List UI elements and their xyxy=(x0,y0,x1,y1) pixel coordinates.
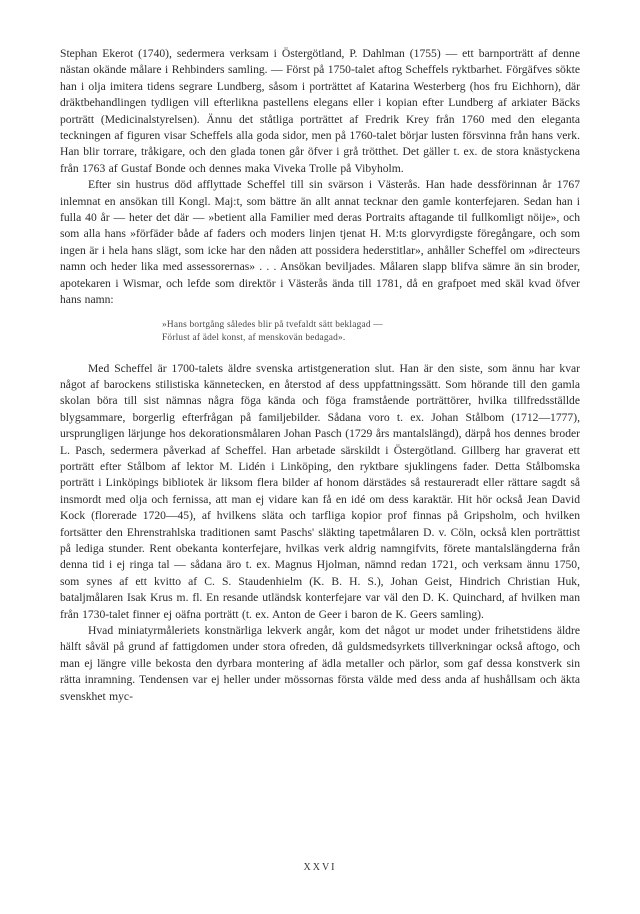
verse-quote xyxy=(162,319,580,345)
paragraph-4: Hvad miniatyrmåleriets konstnärliga lekverk angår, kom det något ur modet under frihetstidens äldre hälft såväl på grund af fattigdomen under stora ofreden, då guldsmedsyrkets tillverkningar också aftogo, och man ej längre ville bekosta den dyrbara montering af ädla metaller och pärlor, som gaf dessa konstverk sin rätta inramning. Tendensen var ej heller under mössornas första välde med dess anda af hushållsam och äkta svenskhet myc- xyxy=(60,624,580,703)
paragraph-2: Efter sin hustrus död afflyttade Scheffel till sin svärson i Västerås. Han hade dessförinnan år 1767 inlemnat en ansökan till Kongl. Maj:t, som bättre än allt annat tecknar den gamle konterfejaren. Sedan han i fulla 40 år — heter det där — »betient alla Familier med deras Portraits aftagande til fullkomligt nöije», och som alla hans »förfäder både af faders och moders linjen tjenat H. M:ts glorvyrdigste föregångare, och som ingen är i hela hans slägt, som icke har den nåden att possidera hederstitlar», anhåller Scheffel om »directeurs namn och heder lika med assessorernas» . . . Ansökan beviljades. Målaren slapp blifva sämre än sin broder, apotekaren i Wismar, och lefde som direktör i Västerås ända till 1781, då en grafpoet med skäl kvad öfver hans namn: xyxy=(60,178,580,307)
paragraph-3: Med Scheffel är 1700-talets äldre svenska artistgeneration slut. Han är den siste, som ännu har kvar något af barockens stilistiska kännetecken, en återstod af dess uppfattningssätt. Som hörande till den gamla skolan böra till sist nämnas några föga kända och föga framstående porträttörer, hvilka tillfredsställde blygsammare, borgerlig efterfrågan på familjebilder. Sådana voro t. ex. Johan Stålbom (1712—1777), ursprungligen lärjunge hos dekorationsmålaren Johan Pasch (1729 års mantalslängd), därpå hos dennes broder L. Pasch, sedermera påverkad af Scheffel. Han arbetade särskildt i Östergötland. Gillberg har graverat ett porträtt efter Stålbom af lektor M. Lidén i Linköping, den ryktbare sjuklingens fader. Detta Stålbomska porträtt i Linköpings bibliotek är liksom flera bilder af honom därstädes så restaureradt eller rättare sagdt så insmordt med olja och fernissa, att man ej vidare kan få en idé om dess karaktär. Hit hör också Jean David Kock (florerade 1720—45), af hvilkens släta och tarfliga kopior prof finnas på Gripsholm, och hvilken fortsätter den Ehrenstrahlska traditionen samt Paschs' släkting tapetmålaren D. v. Cöln, också klen porträttist på lediga stunder. Rent obekanta konterfejare, hvilkas verk aldrig namngifvits, förete mantalslängderna från denna tid i ej ringa tal — sådana äro t. ex. Magnus Hjolman, nämnd redan 1721, och verksam ännu 1750, som synes af ett kvitto af C. S. Staudenhielm (K. B. H. S.), Johan Geist, Hindrich Christian Huk, bataljmålaren Isak Krus m. fl. En resande utländsk konterfejare var väl den D. K. Quinchard, af hvilken man från 1730-talet finner ej oäfna porträtt (t. ex. Anton de Geer i baron de K. Geers samling). xyxy=(60,361,580,621)
page-number: XXVI xyxy=(303,862,337,873)
paragraph-1: Stephan Ekerot (1740), sedermera verksam i Östergötland, P. Dahlman (1755) — ett barnporträtt af denne nästan okände målare i Rehbinders samling. — Först på 1750-talet aftog Scheffels ryktbarhet. Förgäfves sökte han i olja imitera tidens segrare Lundberg, såsom i porträttet af Katarina Westerberg (hos fru Eichhorn), där dräktbehandlingen tydligen vill efterlikna pastellens elegans eller i kopian efter Lundberg af arkiater Bäcks porträtt (Medicinalstyrelsen). Ännu det ståtliga porträttet af Fredrik Krey från 1760 med den eleganta teckningen af figuren visar Scheffels alla goda sidor, men på 1760-talet börjar lusten försvinna från hans verk. Han blir torrare, tråkigare, och den glada tonen går öfver i grå trötthet. Det gäller t. ex. de stora knästyckena från 1763 af Gustaf Bonde och dennes maka Viveka Trolle på Vibyholm. xyxy=(60,47,580,175)
text-block xyxy=(60,46,580,705)
verse-line-2: Förlust af ädel konst, af menskovän bedagad». xyxy=(162,332,346,343)
verse-line-1: »Hans bortgång således blir på tvefaldt sätt beklagad — xyxy=(162,319,383,330)
